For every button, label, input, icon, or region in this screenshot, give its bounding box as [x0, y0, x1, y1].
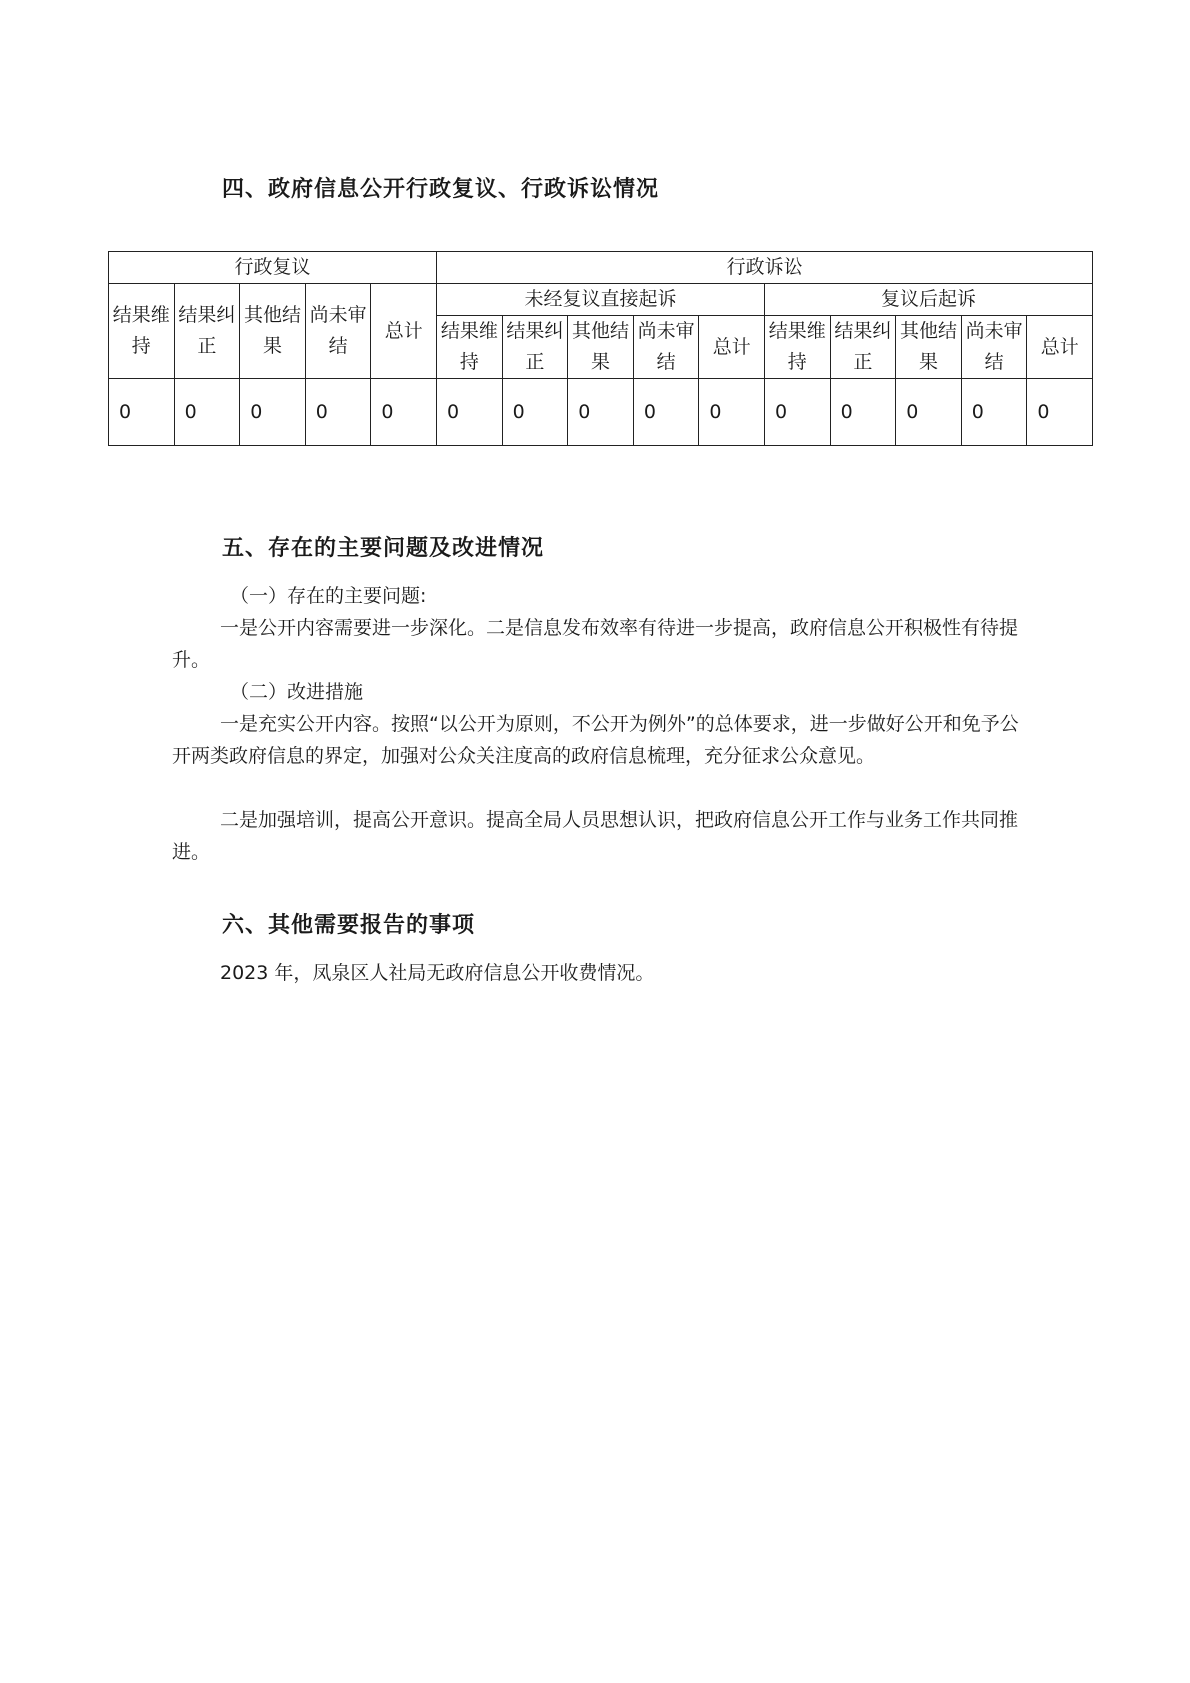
measure-1-paragraph: 一是充实公开内容。按照“以公开为原则，不公开为例外”的总体要求，进一步做好公开和免予公开两类政府信息的界定，加强对公众关注度高的政府信息梳理，充分征求公众意见。 — [172, 713, 1019, 767]
section-5-title: 五、存在的主要问题及改进情况 — [222, 535, 545, 561]
direct-col-upheld: 结果维持 — [437, 316, 503, 379]
recon-value-pending: 0 — [305, 379, 371, 446]
direct-value-total: 0 — [699, 379, 765, 446]
after-col-pending: 尚未审结 — [961, 316, 1027, 379]
problems-paragraph: 一是公开内容需要进一步深化。二是信息发布效率有待进一步提高，政府信息公开积极性有待提升。 — [172, 617, 1019, 671]
recon-col-upheld: 结果维持 — [109, 284, 175, 379]
after-recon-header: 复议后起诉 — [765, 284, 1093, 316]
after-col-other: 其他结果 — [896, 316, 962, 379]
recon-col-corrected: 结果纠正 — [174, 284, 240, 379]
direct-col-other: 其他结果 — [568, 316, 634, 379]
direct-value-upheld: 0 — [437, 379, 503, 446]
recon-value-total: 0 — [371, 379, 437, 446]
review-litigation-table — [108, 251, 1093, 446]
section-4-title: 四、政府信息公开行政复议、行政诉讼情况 — [222, 176, 660, 202]
recon-value-other: 0 — [240, 379, 306, 446]
after-value-corrected: 0 — [830, 379, 896, 446]
after-col-total: 总计 — [1027, 316, 1093, 379]
measures-heading: （二）改进措施 — [230, 681, 364, 703]
recon-col-pending: 尚未审结 — [305, 284, 371, 379]
measure-2-paragraph: 二是加强培训，提高公开意识。提高全局人员思想认识，把政府信息公开工作与业务工作共同推进。 — [172, 809, 1019, 863]
direct-col-corrected: 结果纠正 — [502, 316, 568, 379]
recon-col-other: 其他结果 — [240, 284, 306, 379]
after-value-total: 0 — [1027, 379, 1093, 446]
recon-value-corrected: 0 — [174, 379, 240, 446]
after-col-corrected: 结果纠正 — [830, 316, 896, 379]
direct-col-pending: 尚未审结 — [633, 316, 699, 379]
fee-statement: 2023 年，凤泉区人社局无政府信息公开收费情况。 — [220, 962, 655, 984]
litigation-header: 行政诉讼 — [437, 252, 1093, 284]
direct-value-other: 0 — [568, 379, 634, 446]
recon-value-upheld: 0 — [109, 379, 175, 446]
after-value-other: 0 — [896, 379, 962, 446]
section-6-title: 六、其他需要报告的事项 — [222, 912, 476, 938]
after-value-upheld: 0 — [765, 379, 831, 446]
recon-col-total: 总计 — [371, 284, 437, 379]
problems-heading: （一）存在的主要问题: — [230, 585, 427, 607]
direct-suit-header: 未经复议直接起诉 — [437, 284, 765, 316]
after-col-upheld: 结果维持 — [765, 316, 831, 379]
direct-value-corrected: 0 — [502, 379, 568, 446]
after-value-pending: 0 — [961, 379, 1027, 446]
direct-col-total: 总计 — [699, 316, 765, 379]
direct-value-pending: 0 — [633, 379, 699, 446]
reconsideration-header: 行政复议 — [109, 252, 437, 284]
